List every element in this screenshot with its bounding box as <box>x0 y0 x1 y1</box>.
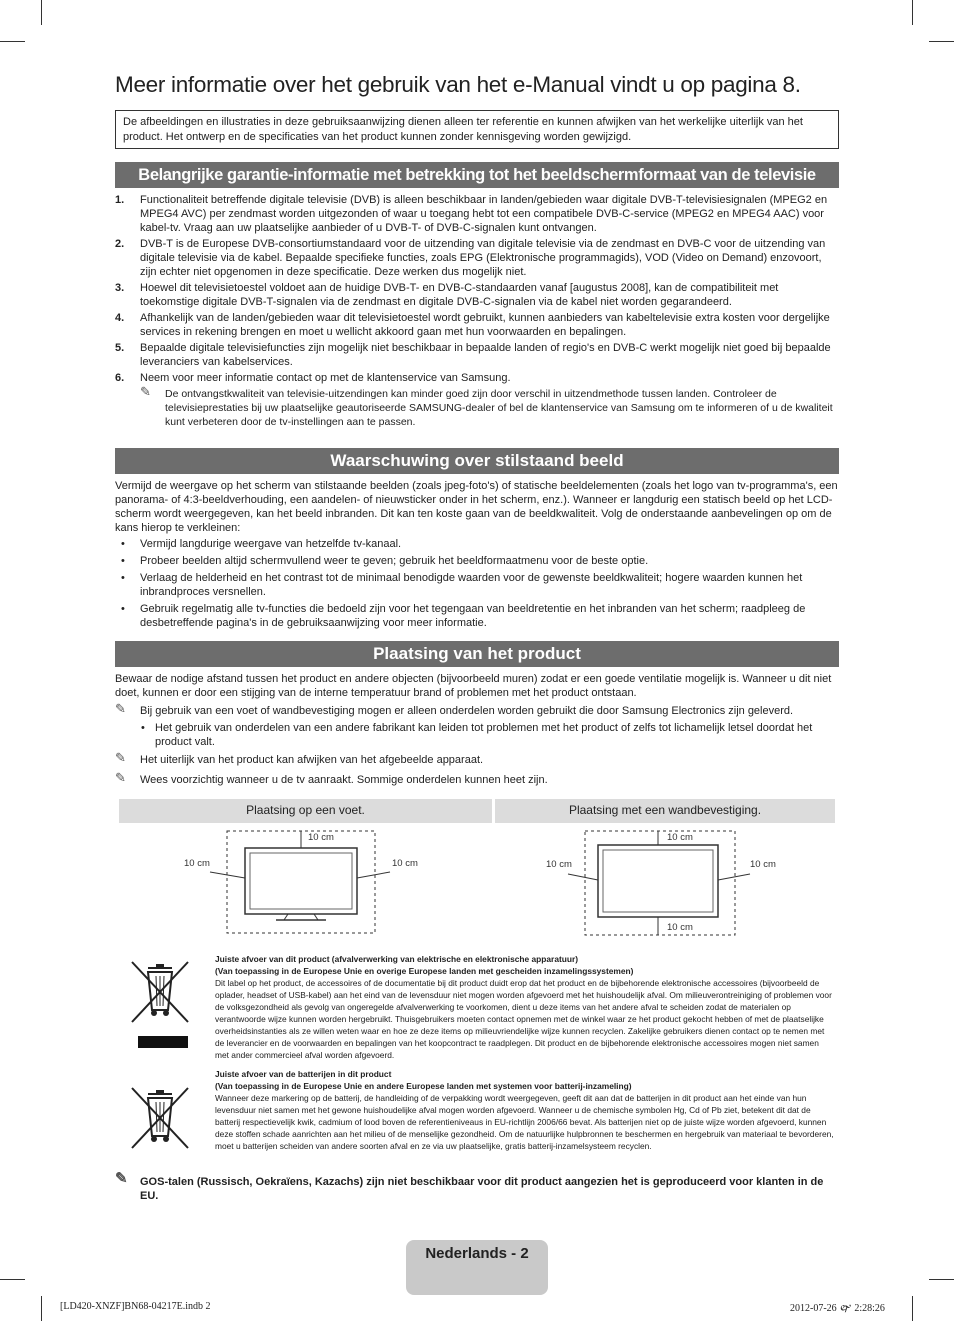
crop-mark <box>41 1296 42 1321</box>
page-label: Nederlands - 2 <box>425 1245 529 1262</box>
disposal-body: Wanneer deze markering op de batterij, de handleiding of de verpakking wordt weergegeven, geeft dit aan dat de batterijen in dit product aan het einde van hun levensduur niet samen met het gewone huishoudelijke afval mogen worden afgevoerd. Wanneer u de chemische symbolen Hg, Cd of Pb ziet, betekent dit dat de batterij respectievelijk kwik, cadmium of lood boven de referentieniveaus in EU-richtlijn 2006/66 bevat. Als batterijen niet op de juiste wijze worden afgevoerd, kunnen deze stoffen schade aanrichten aan het milieu of de menselijke gezondheid. Om de natuurlijke hulpbronnen te beschermen en hergebruik van materiaal te bevorderen, moet u batterijen scheiden van andere soorten afval en ze via uw plaatselijke, gratis batterij-inzamelsysteem recyclen. <box>215 1093 834 1151</box>
list-item <box>115 237 839 279</box>
gos-note-text: GOS-talen (Russisch, Oekraïens, Kazachs) zijn niet beschikbaar voor dit product aangezien het is geproduceerd voor klanten in de EU. <box>140 1176 824 1202</box>
note-text: Het uiterlijk van het product kan afwijken van het afgebeelde apparaat. <box>140 754 484 766</box>
crop-mark <box>929 41 954 42</box>
warranty-sub-note <box>115 384 839 429</box>
item-number: 5. <box>115 342 125 354</box>
item-number: 6. <box>115 372 125 384</box>
placement-heading: Plaatsing van het product <box>115 641 839 667</box>
item-number: 4. <box>115 312 125 324</box>
gos-note <box>115 1170 839 1203</box>
pencil-note-icon: ✎ <box>140 384 151 399</box>
warranty-list <box>115 193 839 429</box>
disposal-subtitle: (Van toepassing in de Europese Unie en andere Europese landen met systemen voor batterij-inzameling) <box>215 1081 632 1091</box>
list-item <box>115 281 839 309</box>
item-text: DVB-T is de Europese DVB-consortiumstandaard voor de uitzending van digitale televisie via de zendmast en DVB-C voor de uitzending van digitale televisie via de kabel. Bepaalde specifieke functies, zoals EPG (Elektronische programmagids), VOD (Video on Demand) enzovoort, zijn echter niet opgenomen in deze specificatie. Deze werken dus mogelijk niet. <box>140 238 826 278</box>
distance-label: 10 cm <box>667 922 693 933</box>
pencil-note-icon: ✎ <box>115 701 126 716</box>
page-title: Meer informatie over het gebruik van het e-Manual vindt u op pagina 8. <box>115 72 801 97</box>
disposal-title: Juiste afvoer van de batterijen in dit product <box>215 1069 392 1079</box>
crop-mark <box>0 41 25 42</box>
wall-diagram <box>540 828 790 938</box>
item-number: 2. <box>115 238 125 250</box>
list-item <box>115 341 839 369</box>
battery-disposal-text <box>215 1068 835 1152</box>
distance-label: 10 cm <box>750 859 776 870</box>
stand-placement-header: Plaatsing op een voet. <box>119 799 492 823</box>
product-disposal-text <box>215 953 835 1061</box>
weee-bar <box>138 1036 188 1048</box>
sub-note-text: De ontvangstkwaliteit van televisie-uitzendingen kan minder goed zijn door verschil in uitzendmethode tussen landen. Controleer de televisieprestaties bij uw plaatselijke geautoriseerde SAMSUNG-dealer of bel de klantenservice van Samsung om te informeren of u de kwaliteit kunt verbeteren door de tv-instellingen aan te passen. <box>165 388 833 428</box>
item-text: Neem voor meer informatie contact op met de klantenservice van Samsung. <box>140 372 511 384</box>
pencil-note-icon: ✎ <box>115 750 126 765</box>
list-item: • Probeer beelden altijd schermvullend weer te geven; gebruik het beeldformaatmenu voor de beste optie. <box>115 554 839 568</box>
crop-mark <box>912 1296 913 1321</box>
list-item: • Verlaag de helderheid en het contrast tot de minimaal benodigde waarden voor de gewenste beeldkwaliteit; hogere waarden kunnen het inbrandproces versnellen. <box>115 571 839 599</box>
placement-note-1 <box>115 701 839 718</box>
page-number-tab <box>406 1240 548 1295</box>
print-slug-left: [LD420-XNZF]BN68-04217E.indb 2 <box>60 1301 211 1312</box>
stand-diagram <box>180 828 420 938</box>
note-bullet-text: Het gebruik van onderdelen van een andere fabrikant kan leiden tot problemen met het product of zelfs tot lichamelijk letsel doordat het product valt. <box>155 722 813 748</box>
crop-mark <box>929 1279 954 1280</box>
list-item <box>115 193 839 235</box>
item-number: 1. <box>115 194 125 206</box>
item-text: Afhankelijk van de landen/gebieden waar dit televisietoestel wordt gebruikt, kunnen aanbieders van kabeltelevisie extra kosten voor dergelijke services in rekening brengen en moet u wellicht akkoord gaan met hun voorwaarden en bepalingen. <box>140 312 830 338</box>
note-text: Wees voorzichtig wanneer u de tv aanraakt. Sommige onderdelen kunnen heet zijn. <box>140 774 548 786</box>
list-item <box>115 371 839 385</box>
crossed-bin-icon <box>128 958 194 1030</box>
crop-mark <box>0 1279 25 1280</box>
bullet-dot: • <box>141 722 145 734</box>
intro-note-box: De afbeeldingen en illustraties in deze gebruiksaanwijzing dienen alleen ter referentie en kunnen afwijken van het werkelijke uiterlijk van het product. Het ontwerp en de specificaties van het product kunnen zonder kennisgeving worden gewijzigd. <box>115 110 839 149</box>
list-item: • Gebruik regelmatig alle tv-functies die bedoeld zijn voor het tegengaan van beeldretentie en het inbranden van het scherm; raadpleeg de desbetreffende pagina's in de gebruiksaanwijzing voor meer informatie. <box>115 602 839 630</box>
placement-note-2 <box>115 750 839 767</box>
distance-label: 10 cm <box>546 859 572 870</box>
still-image-heading: Waarschuwing over stilstaand beeld <box>115 448 839 474</box>
item-text: Functionaliteit betreffende digitale televisie (DVB) is alleen beschikbaar in landen/gebieden waar digitale DVB-T-televisiesignalen (MPEG2 en MPEG4 AVC) per zendmast worden uitgezonden of waar u toegang hebt tot een compatibele DVB-C-service (MPEG2 en MPEG4 AAC) voor kabel-tv. Vraag aan uw plaatselijke aanbieder of u DVB-T- of DVB-C-signalen kunt ontvangen. <box>140 194 828 234</box>
pencil-note-icon: ✎ <box>115 770 126 785</box>
pencil-note-icon: ✎ <box>115 1170 128 1187</box>
distance-label: 10 cm <box>392 858 418 869</box>
still-image-bullets <box>115 537 839 630</box>
disposal-body: Dit label op het product, de accessoires of de documentatie bij dit product duidt erop dat het product en de bijbehorende elektronische accessoires (bijvoorbeeld de oplader, headset of USB-kabel) aan het eind van de levensduur niet mogen worden afgevoerd met het huishoudelijk afval. Om milieuverontreiniging of problemen voor de volksgezondheid als gevolg van ongeregelde afvalverwerking te voorkomen, dient u deze items van het andere afval te scheiden zodat de materialen op verantwoorde wijze kunnen worden hergebruikt. Thuisgebruikers moeten contact opnemen met de winkel waar ze het product gekocht hebben of met de plaatselijke overheidsinstanties als ze willen weten waar en hoe ze deze items op milieuvriendelijke wijze kunnen recyclen. Zakelijke gebruikers dienen contact op te nemen met de leverancier en de voorwaarden en bepalingen van het koopcontract te raadplegen. Dit product en de bijbehorende elektronische accessoires mogen niet samen met ander commercieel afval worden afgevoerd. <box>215 978 832 1060</box>
crop-mark <box>41 0 42 25</box>
placement-section <box>115 672 839 787</box>
print-slug-right: 2012-07-26 🙰 2:28:26 <box>790 1303 885 1314</box>
warranty-heading: Belangrijke garantie-informatie met betrekking tot het beeldschermformaat van de televisie <box>115 162 839 188</box>
note-text: Bij gebruik van een voet of wandbevestiging mogen er alleen onderdelen worden gebruikt die door Samsung Electronics zijn geleverd. <box>140 705 794 717</box>
distance-label: 10 cm <box>184 858 210 869</box>
still-image-intro: Vermijd de weergave op het scherm van stilstaande beelden (zoals jpeg-foto's) of statische beeldelementen (zoals het logo van tv-programma's, een panorama- of 4:3-beeldverhouding, een aandelen- of nieuwsticker onder in het scherm, enz.). Wanneer er langdurig een statisch beeld op het LCD-scherm wordt weergegeven, kan het beeld inbranden. Dit kan ten koste gaan van de beeldkwaliteit. Volg de onderstaande aanbevelingen op om de kans hierop te verkleinen: <box>115 480 838 534</box>
item-text: Bepaalde digitale televisiefuncties zijn mogelijk niet beschikbaar in bepaalde landen of regio's en DVB-C werkt mogelijk niet goed bij bepaalde leveranciers van kabelservices. <box>140 342 831 368</box>
distance-label: 10 cm <box>308 832 334 843</box>
item-number: 3. <box>115 282 125 294</box>
disposal-title: Juiste afvoer van dit product (afvalverwerking van elektrische en elektronische apparatuur) <box>215 954 579 964</box>
crossed-bin-icon <box>128 1084 194 1156</box>
disposal-subtitle: (Van toepassing in de Europese Unie en overige Europese landen met gescheiden inzamelingssystemen) <box>215 966 634 976</box>
placement-intro: Bewaar de nodige afstand tussen het product en andere objecten (bijvoorbeeld muren) zodat er een goede ventilatie mogelijk is. Wanneer u dit niet doet, kunnen er door een stijging van de interne temperatuur brand of problemen met het product ontstaan. <box>115 673 832 699</box>
distance-label: 10 cm <box>667 832 693 843</box>
item-text: Hoewel dit televisietoestel voldoet aan de huidige DVB-T- en DVB-C-standaarden vanaf [augustus 2008], kan de compatibiliteit met toekomstige digitale DVB-T-signalen via de zendmast en digitale DVB-C-signalen via de kabel niet worden gegarandeerd. <box>140 282 779 308</box>
placement-note-3 <box>115 770 839 787</box>
list-item: • Vermijd langdurige weergave van hetzelfde tv-kanaal. <box>115 537 839 551</box>
still-image-section <box>115 479 839 633</box>
placement-note-bullet <box>115 721 839 749</box>
list-item <box>115 311 839 339</box>
wall-placement-header: Plaatsing met een wandbevestiging. <box>495 799 835 823</box>
crop-mark <box>912 0 913 25</box>
